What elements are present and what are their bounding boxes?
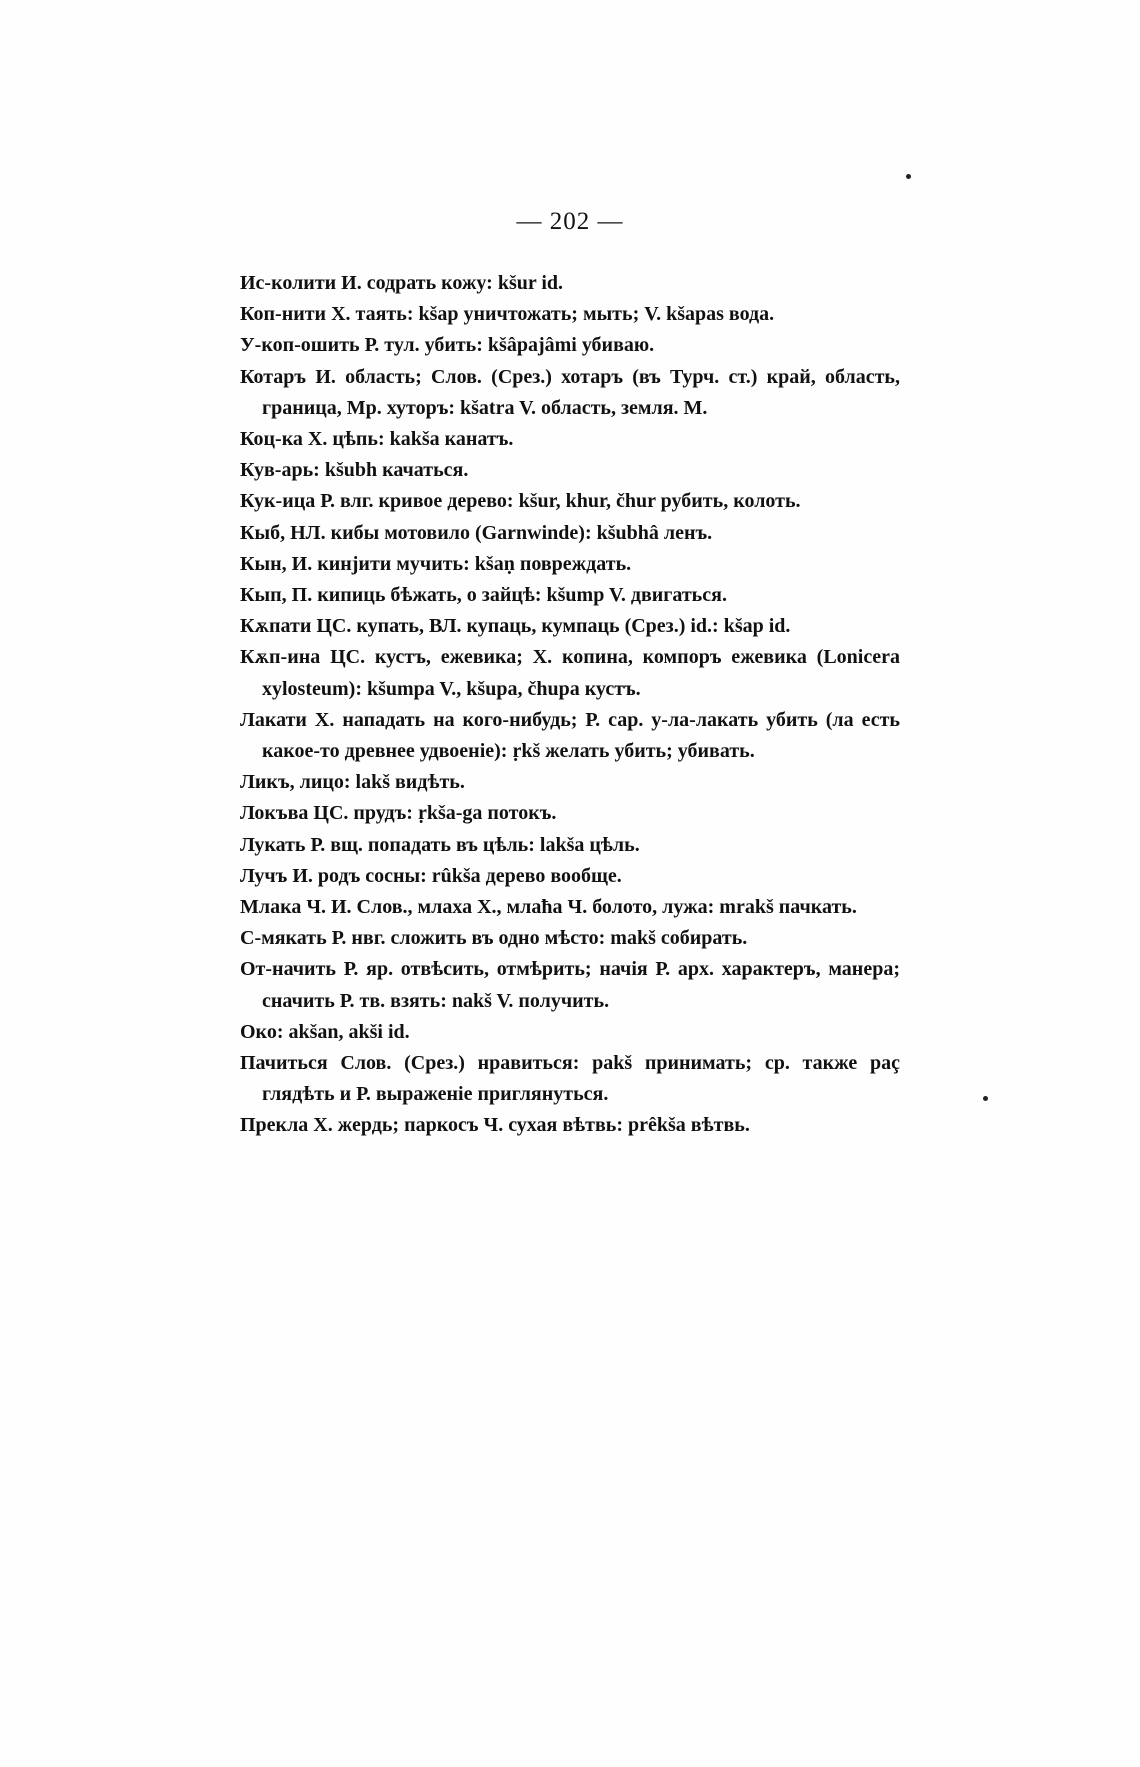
dictionary-entries — [240, 268, 900, 1142]
page-number: — 202 — — [516, 208, 624, 235]
dictionary-entry: Лакати Х. нападать на кого-нибудь; Р. сар. у-ла-лакать убить (ла есть какое-то древнее удвоеніе): ṛkš желать убить; убивать. — [240, 708, 900, 763]
print-speck — [983, 1096, 988, 1101]
dictionary-entry: Пачиться Слов. (Срез.) нравиться: pakš принимать; ср. также раç глядѣть и Р. выраженіе приглянуться. — [240, 1052, 900, 1106]
dictionary-entry: Ликъ, лицо: lakš видѣть. — [240, 771, 465, 794]
dictionary-entry: Лучъ И. родъ сосны: rûkša дерево вообще. — [240, 864, 622, 887]
dictionary-entry: Око: akšan, akši id. — [240, 1020, 410, 1043]
dictionary-entry: Кув-арь: kšubh качаться. — [240, 459, 469, 482]
dictionary-entry: У-коп-ошить Р. тул. убить: kšâpajâmi убиваю. — [240, 334, 655, 357]
dictionary-entry: Прекла Х. жердь; паркосъ Ч. сухая вѣтвь: prêkša вѣтвь. — [240, 1114, 750, 1137]
dictionary-entry: Млака Ч. И. Слов., млаха Х., млаћа Ч. болото, лужа: mrakš пачкать. — [240, 896, 857, 919]
dictionary-entry: Кып, П. кипиць бѣжать, о зайцѣ: kšump V. двигаться. — [240, 584, 727, 607]
dictionary-entry: Коц-ка Х. цѣпь: kakša канатъ. — [240, 428, 514, 451]
dictionary-entry: Кук-ица Р. влг. кривое дерево: kšur, khur, čhur рубить, колоть. — [240, 490, 801, 513]
dictionary-entry: Лукать Р. вщ. попадать въ цѣль: lakša цѣль. — [240, 833, 640, 856]
dictionary-entry: Кѫп-ина ЦС. кустъ, ежевика; Х. копина, компоръ ежевика (Lonicera xylosteum): kšumpa V., kšupa, čhupa кустъ. — [240, 646, 900, 700]
dictionary-entry: Ис-колити И. содрать кожу: kšur id. — [240, 272, 564, 294]
dictionary-entry: Коп-нити Х. таять: kšap уничтожать; мыть; V. kšapas вода. — [240, 303, 775, 326]
print-speck — [906, 174, 911, 179]
dictionary-entry: Кѫпати ЦС. купать, ВЛ. купаць, кумпаць (Срез.) id.: kšap id. — [240, 615, 791, 638]
dictionary-entry: Локъва ЦС. прудъ: ṛkša-ga потокъ. — [240, 802, 557, 825]
dictionary-entry: От-начить Р. яр. отвѣсить, отмѣрить; начія Р. арх. характеръ, манера; сначить Р. тв. взять: nakš V. получить. — [240, 958, 900, 1012]
dictionary-entry: Кын, И. кинјити мучить: kšaṇ повреждать. — [240, 552, 632, 575]
dictionary-entry: Котаръ И. область; Слов. (Срез.) хотаръ (въ Турч. ст.) край, область, граница, Мр. хуторъ: kšatra V. область, земля. М. — [240, 365, 900, 419]
dictionary-entry: Кыб, НЛ. кибы мотовило (Garnwinde): kšubhâ ленъ. — [240, 521, 713, 544]
dictionary-entry: С-мякать Р. нвг. сложить въ одно мѣсто: makš собирать. — [240, 927, 748, 950]
